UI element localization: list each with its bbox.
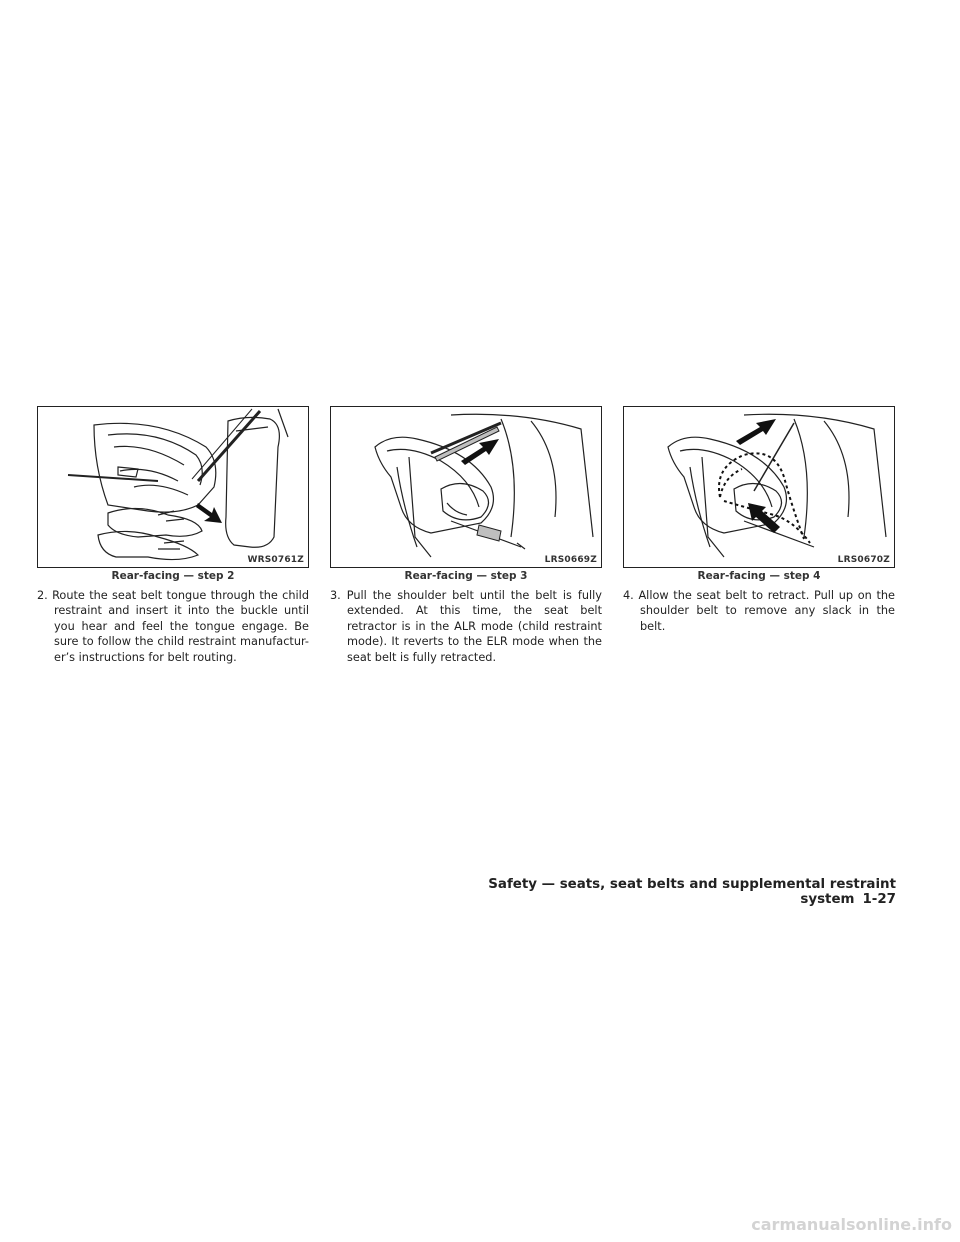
page-footer [470,877,896,907]
figure-caption: Rear-facing — step 4 [697,570,821,582]
page-number: 1-27 [862,892,896,907]
figure-code: LRS0669Z [544,555,597,565]
step-2-column [37,406,309,676]
step-4-text: 4. Allow the seat belt to retract. Pull up on the shoulder belt to remove any slack in the belt. [623,589,895,633]
shoulder-belt-pull-illustration [331,407,601,567]
watermark: carmanualsonline.info [751,1215,952,1234]
figure-code: LRS0670Z [837,555,890,565]
figure-code: WRS0761Z [247,555,304,565]
belt-retract-illustration [624,407,894,567]
step-3-text: 3. Pull the shoulder belt until the belt is fully extended. At this time, the seat belt retractor is in the ALR mode (child restraint mode). It reverts to the ELR mode when the seat belt is fully retracted. [330,589,602,664]
figure-rear-facing-step-3 [330,406,602,568]
step-4-column [623,406,895,646]
step-2-text: 2. Route the seat belt tongue through the child restraint and insert it into the buckle until you hear and feel the tongue engage. Be sure to follow the child restraint manufactur-er’s instructions for belt routing. [37,589,309,664]
child-seat-buckle-illustration [38,407,308,567]
section-title: Safety — seats, seat belts and supplemental restraint system [488,877,896,907]
step-3-column [330,406,602,676]
figure-caption: Rear-facing — step 3 [404,570,528,582]
figure-caption: Rear-facing — step 2 [111,570,235,582]
figure-rear-facing-step-4 [623,406,895,568]
figure-rear-facing-step-2 [37,406,309,568]
